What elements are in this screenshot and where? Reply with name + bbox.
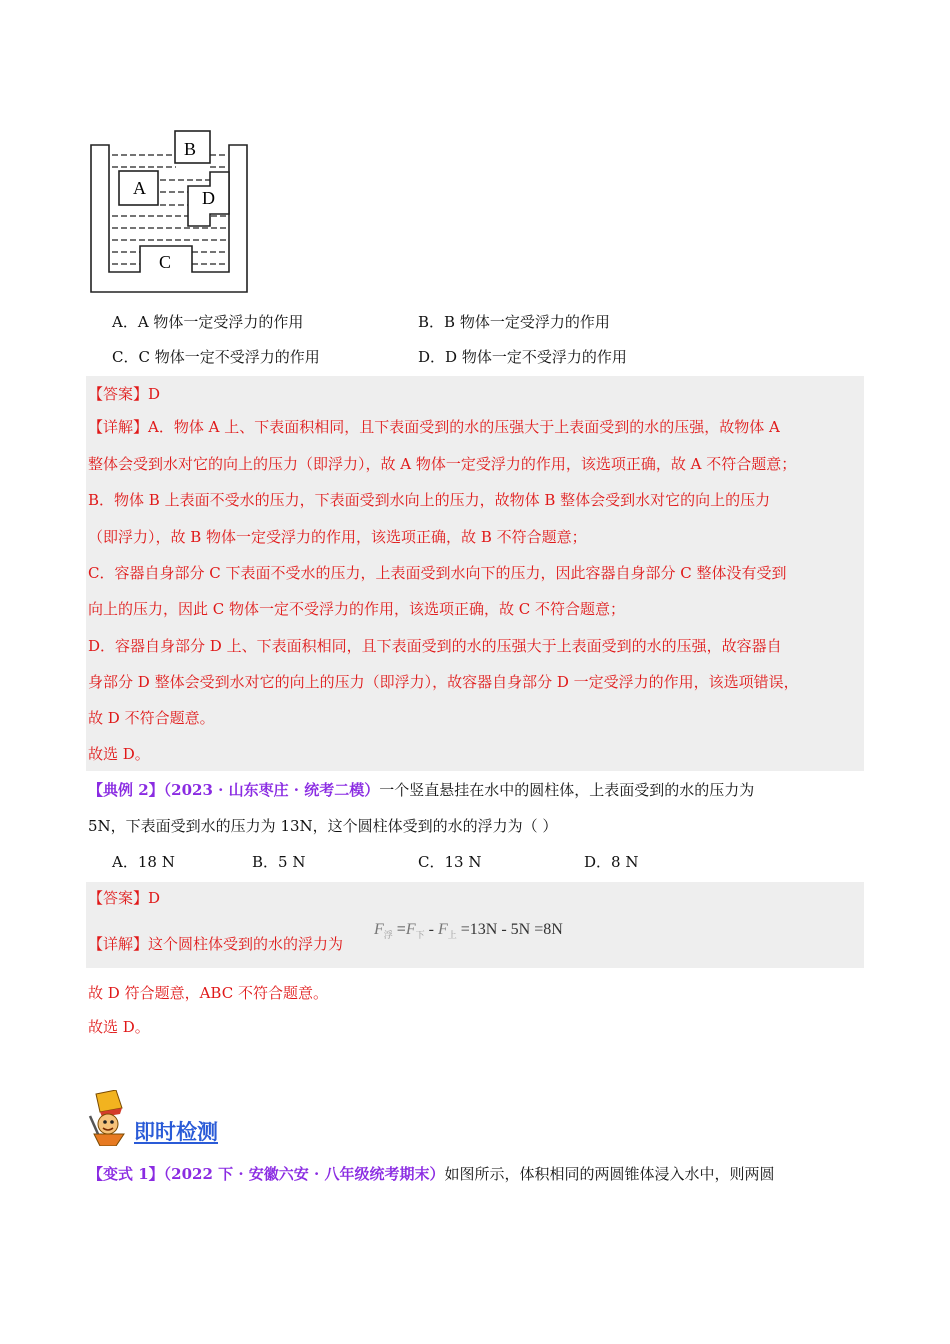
q2-tag: 【典例 2】: [88, 781, 164, 799]
q2-after-line-2: 故选 D。: [88, 1018, 150, 1036]
q1-detail-line-3: B．物体 B 上表面不受水的压力，下表面受到水向上的压力，故物体 B 整体会受到水对它的向上的压力: [88, 491, 771, 509]
q3-stem-line-1: [88, 1164, 775, 1184]
q1-detail-line-8: 身部分 D 整体会受到水对它的向上的压力（即浮力），故容器自身部分 D 一定受浮力的作用，该选项错误，: [88, 673, 799, 691]
q1-detail-line-5: C．容器自身部分 C 下表面不受水的压力，上表面受到水向下的压力，因此容器自身部分 C 整体没有受到: [88, 564, 787, 582]
label-c: C: [159, 252, 172, 272]
label-a: A: [133, 178, 146, 198]
q1-answer: 【答案】D: [88, 385, 161, 403]
q1-option-a: A．A 物体一定受浮力的作用: [112, 313, 304, 331]
q2-answer: 【答案】D: [88, 889, 161, 907]
pencil-mascot-icon: [86, 1090, 130, 1146]
q1-detail-line-7: D．容器自身部分 D 上、下表面积相同，且下表面受到的水的压强大于上表面受到的水的压强，故容器自: [88, 637, 782, 655]
q1-detail-line-4: （即浮力），故 B 物体一定受浮力的作用，该选项正确，故 B 不符合题意；: [88, 528, 587, 546]
q1-detail-line-6: 向上的压力，因此 C 物体一定不受浮力的作用，该选项正确，故 C 不符合题意；: [88, 600, 626, 618]
label-d: D: [202, 188, 215, 208]
q2-after-line-1: 故 D 符合题意，ABC 不符合题意。: [88, 984, 328, 1002]
label-b: B: [184, 139, 197, 159]
q1-option-c: C．C 物体一定不受浮力的作用: [112, 348, 320, 366]
q3-stem-text: 如图所示，体积相同的两圆锥体浸入水中，则两圆: [444, 1165, 775, 1183]
q2-source: （2023 · 山东枣庄 · 统考二模）: [163, 781, 380, 799]
q3-tag: 【变式 1】: [88, 1165, 164, 1183]
q1-detail-line-9: 故 D 不符合题意。: [88, 709, 215, 727]
section-heading: 即时检测: [134, 1120, 218, 1144]
q2-formula: $F_浮 =F_下 - F_上 =13N - 5N =8N$: [374, 921, 563, 940]
q2-option-d: D．8 N: [584, 853, 639, 871]
q3-source: （2022 下 · 安徽六安 · 八年级统考期末）: [163, 1165, 445, 1183]
q2-option-c: C．13 N: [418, 853, 482, 871]
q1-option-d: D．D 物体一定不受浮力的作用: [418, 348, 627, 366]
q2-option-b: B．5 N: [252, 853, 306, 871]
q1-detail-line-1: 【详解】A．物体 A 上、下表面积相同，且下表面受到的水的压强大于上表面受到的水的压强，故物体 A: [88, 418, 780, 436]
q1-option-b: B．B 物体一定受浮力的作用: [418, 313, 610, 331]
q1-conclusion: 故选 D。: [88, 745, 150, 763]
q2-stem-line-1: [88, 780, 754, 800]
buoyancy-figure: [88, 126, 252, 296]
q2-stem-text: 一个竖直悬挂在水中的圆柱体，上表面受到的水的压力为: [379, 781, 755, 799]
q2-stem-line-2: 5N，下表面受到水的压力为 13N，这个圆柱体受到的水的浮力为（ ）: [88, 817, 558, 835]
q1-detail-line-2: 整体会受到水对它的向上的压力（即浮力），故 A 物体一定受浮力的作用，该选项正确，故 A 不符合题意；: [88, 455, 797, 473]
q2-detail-prefix: 【详解】这个圆柱体受到的水的浮力为: [88, 935, 344, 953]
q2-option-a: A．18 N: [112, 853, 175, 871]
